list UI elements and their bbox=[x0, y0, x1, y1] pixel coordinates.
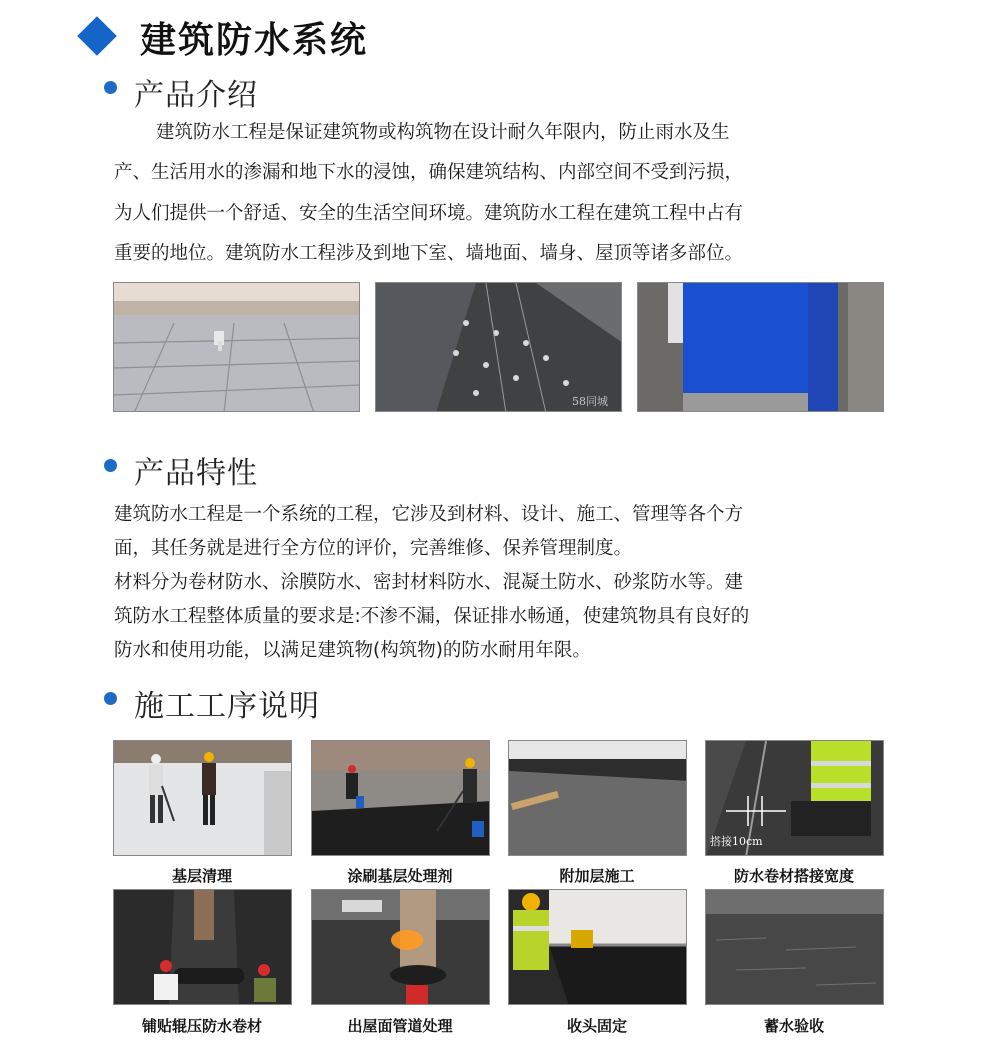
bullet-icon bbox=[104, 459, 117, 472]
features-line: 材料分为卷材防水、涂膜防水、密封材料防水、混凝土防水、砂浆防水等。建 bbox=[114, 572, 744, 593]
step-label: 出屋面管道处理 bbox=[347, 1017, 453, 1035]
overlap-width-photo bbox=[705, 740, 884, 856]
page-title: 建筑防水系统 bbox=[140, 20, 369, 61]
primer-brushing-photo bbox=[311, 740, 490, 856]
step-label: 附加层施工 bbox=[559, 867, 635, 885]
blue-waterproof-bathroom-photo bbox=[637, 282, 884, 412]
diamond-icon bbox=[77, 16, 117, 56]
step-label: 蓄水验收 bbox=[763, 1017, 824, 1035]
step-label: 基层清理 bbox=[171, 867, 232, 885]
watermark-text: 58同城 bbox=[572, 395, 608, 408]
features-line: 建筑防水工程是一个系统的工程，它涉及到材料、设计、施工、管理等各个方 bbox=[114, 504, 744, 525]
intro-line: 建筑防水工程是保证建筑物或构筑物在设计耐久年限内，防止雨水及生 bbox=[156, 122, 730, 143]
bullet-icon bbox=[104, 692, 117, 705]
features-line: 防水和使用功能，以满足建筑物(构筑物)的防水耐用年限。 bbox=[114, 640, 591, 661]
section-title: 施工工序说明 bbox=[134, 689, 320, 724]
water-test-photo bbox=[705, 889, 884, 1005]
intro-line: 为人们提供一个舒适、安全的生活空间环境。建筑防水工程在建筑工程中占有 bbox=[114, 203, 744, 224]
section-title: 产品介绍 bbox=[134, 78, 258, 113]
bullet-icon bbox=[104, 81, 117, 94]
features-line: 筑防水工程整体质量的要求是:不渗不漏，保证排水畅通，使建筑物具有良好的 bbox=[114, 606, 750, 627]
features-line: 面，其任务就是进行全方位的评价，完善维修、保养管理制度。 bbox=[114, 538, 633, 559]
step-label: 涂刷基层处理剂 bbox=[347, 867, 453, 885]
roof-workers-photo bbox=[375, 282, 622, 412]
intro-line: 产、生活用水的渗漏和地下水的浸蚀，确保建筑结构、内部空间不受到污损， bbox=[114, 162, 744, 183]
pipe-treatment-photo bbox=[311, 889, 490, 1005]
membrane-rolling-photo bbox=[113, 889, 292, 1005]
step-label: 防水卷材搭接宽度 bbox=[733, 867, 854, 885]
base-cleaning-photo bbox=[113, 740, 292, 856]
step-label: 铺贴辊压防水卷材 bbox=[141, 1017, 262, 1035]
step-label: 收头固定 bbox=[566, 1017, 627, 1035]
overlap-annotation: 搭接10cm bbox=[710, 835, 763, 848]
additional-layer-photo bbox=[508, 740, 687, 856]
edge-fixing-photo bbox=[508, 889, 687, 1005]
roof-membrane-photo bbox=[113, 282, 360, 412]
intro-line: 重要的地位。建筑防水工程涉及到地下室、墙地面、墙身、屋顶等诸多部位。 bbox=[114, 243, 744, 264]
section-title: 产品特性 bbox=[134, 456, 258, 491]
